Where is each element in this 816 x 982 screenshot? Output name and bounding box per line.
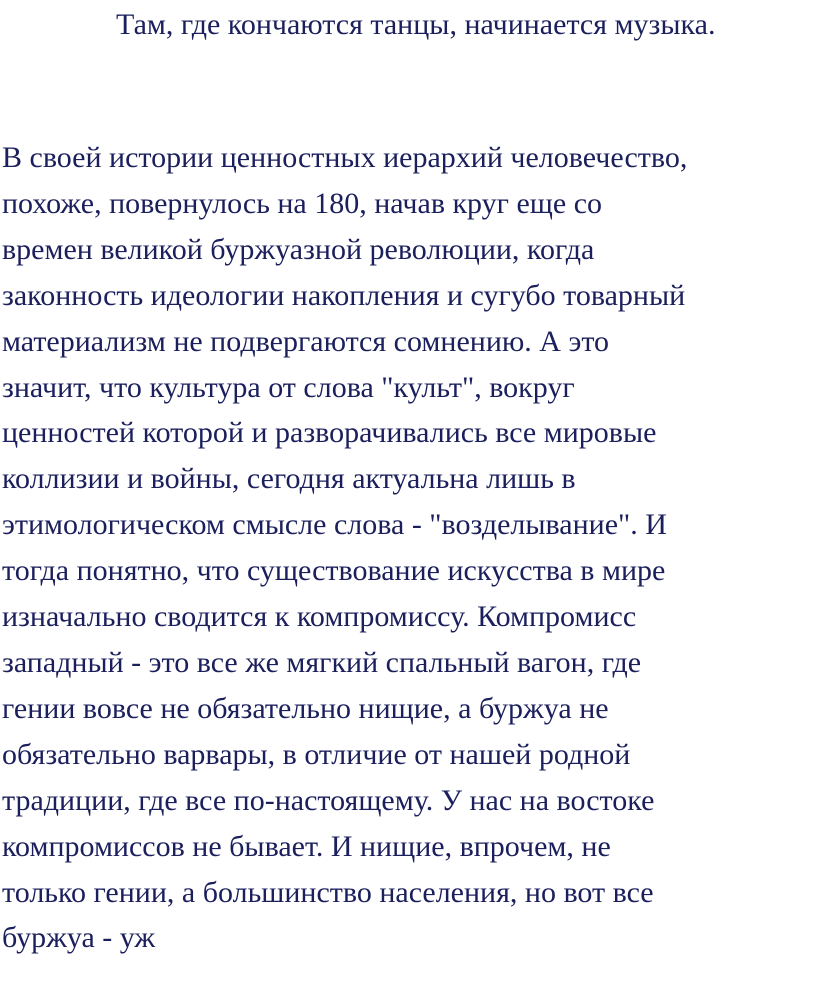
body-line: значит, что культура от слова "культ", вокруг	[2, 370, 575, 404]
body-line: тогда понятно, что существование искусства в мире	[2, 554, 666, 588]
body-line: этимологическом смысле слова - "возделывание". И	[2, 508, 667, 542]
body-line: материализм не подвергаются сомнению. А это	[2, 324, 610, 358]
body-line: коллизии и войны, сегодня актуальна лишь в	[2, 462, 576, 496]
body-line: времен великой буржуазной революции, когда	[2, 232, 595, 266]
body-line: компромиссов не бывает. И нищие, впрочем, не	[2, 829, 611, 863]
body-line: изначально сводится к компромиссу. Компромисс	[2, 600, 637, 634]
body-line: похоже, повернулось на 180, начав круг еще со	[2, 186, 603, 220]
body-line: традиции, где все по-настоящему. У нас на востоке	[2, 783, 655, 817]
body-line: буржуа - уж	[2, 921, 156, 955]
document-title: Там, где кончаются танцы, начинается музыка.	[116, 8, 716, 41]
document-body	[2, 135, 814, 961]
body-line: только гении, а большинство населения, но вот все	[2, 875, 654, 909]
body-line: гении вовсе не обязательно нищие, а буржуа не	[2, 691, 609, 725]
body-line: ценностей которой и разворачивались все мировые	[2, 416, 657, 450]
body-line: западный - это все же мягкий спальный вагон, где	[2, 645, 642, 679]
body-line: В своей истории ценностных иерархий человечество,	[2, 141, 688, 174]
body-line: обязательно варвары, в отличие от нашей родной	[2, 737, 631, 771]
body-line: законность идеологии накопления и сугубо товарный	[2, 278, 686, 312]
